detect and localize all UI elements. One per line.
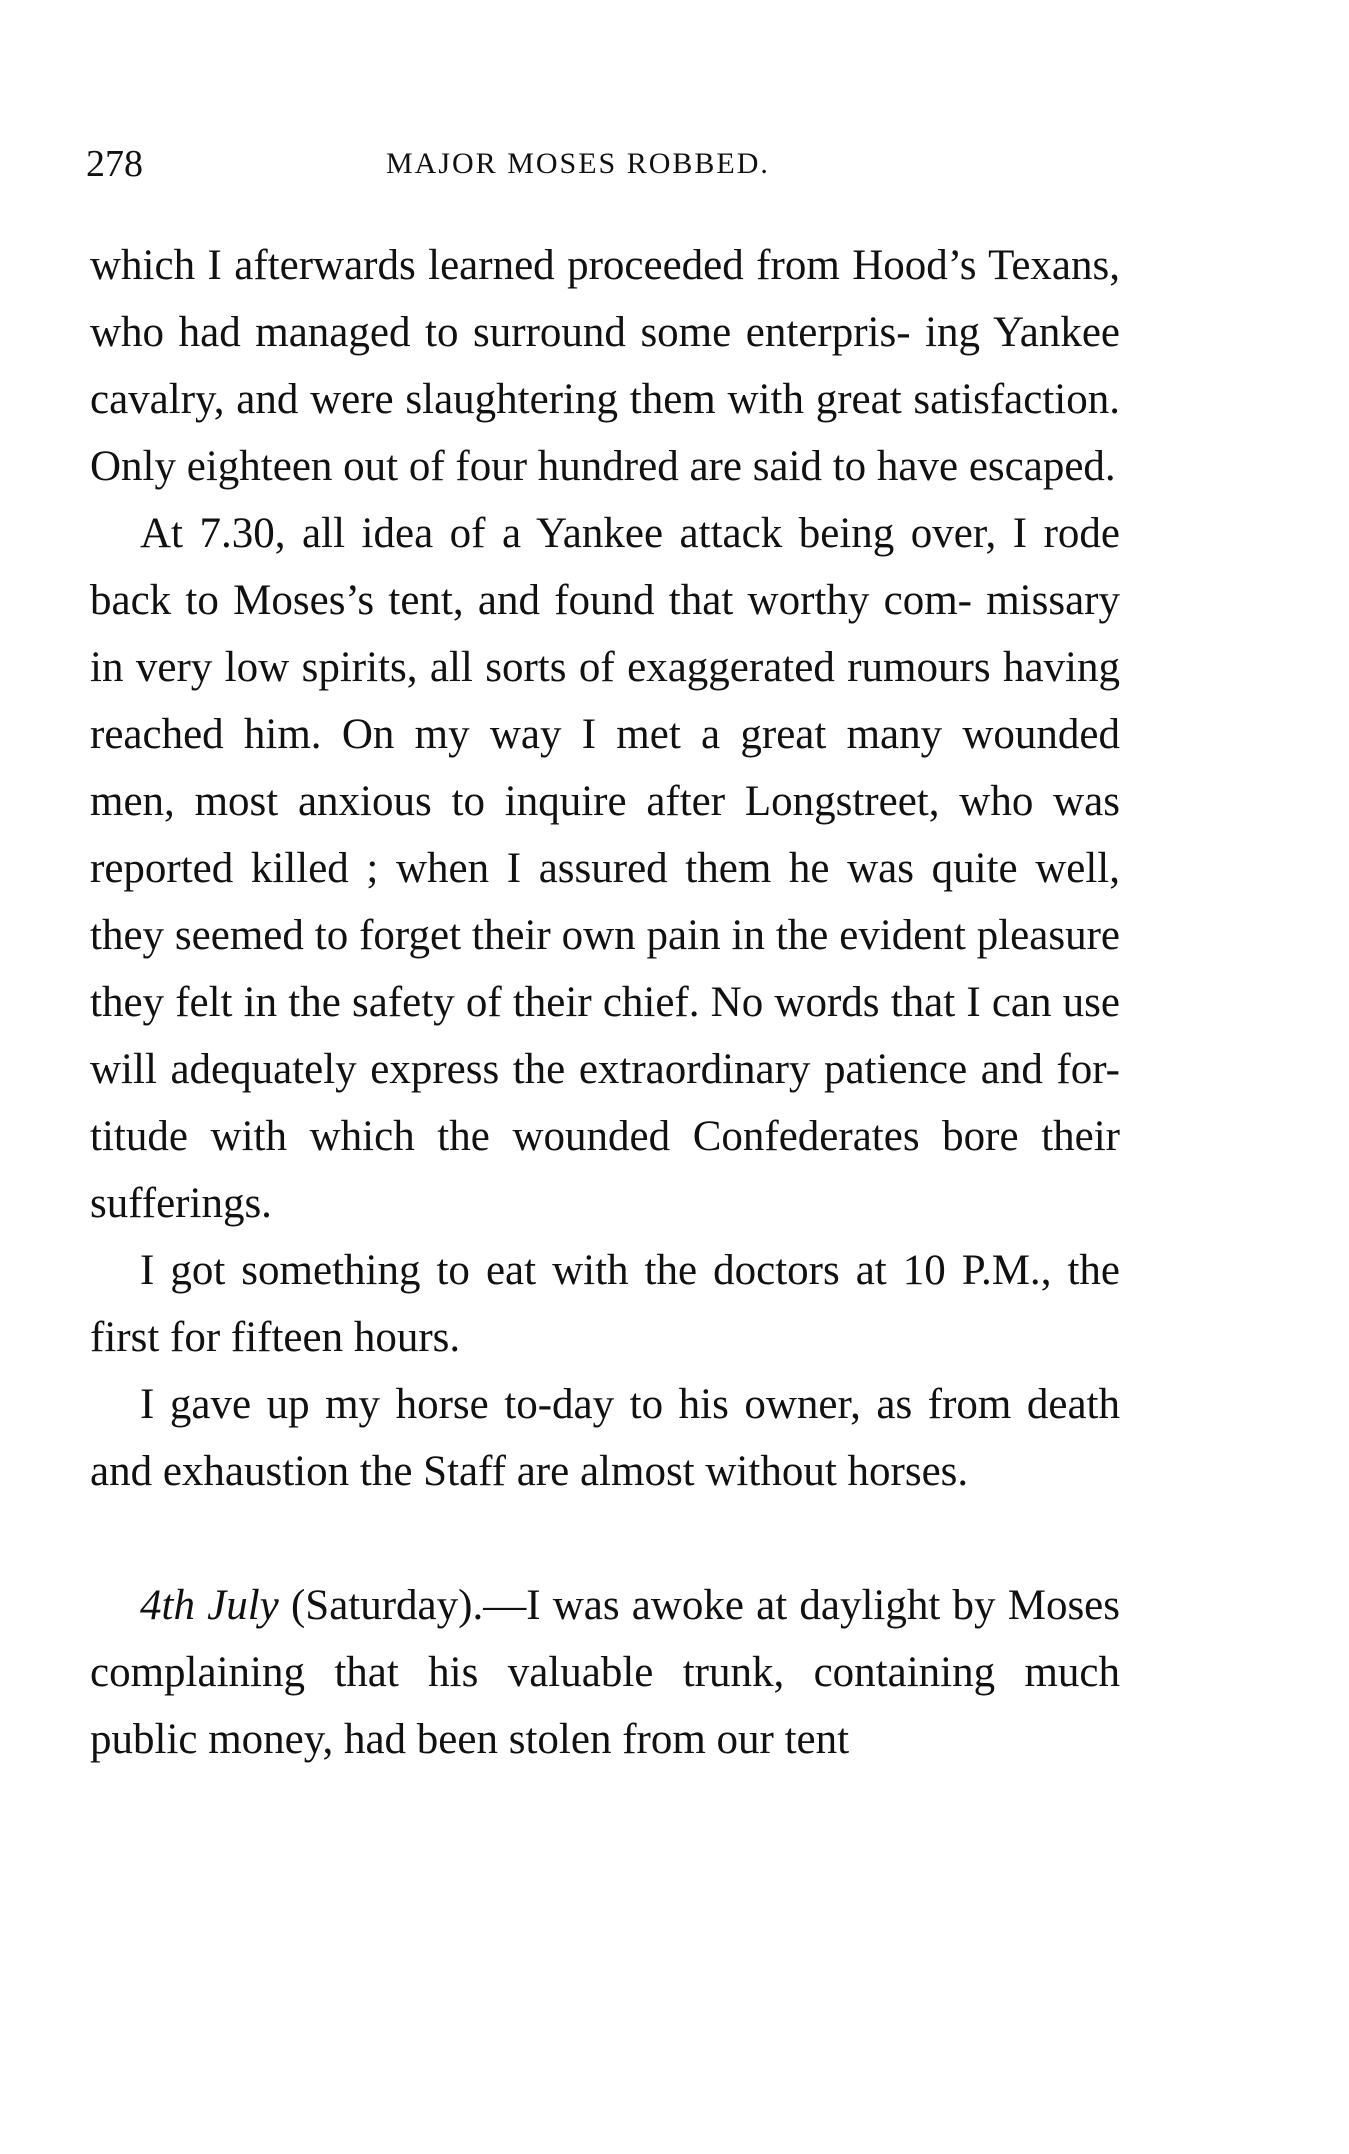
paragraph-3 bbox=[90, 1237, 1120, 1371]
paragraph-1 bbox=[90, 232, 1120, 500]
paragraph-4-text: I gave up my horse to-day to his owner, as from death and exhaustion the Staff are almost without horses. bbox=[90, 1381, 1120, 1495]
paragraph-3-text-after: , the first for fifteen hours. bbox=[90, 1247, 1120, 1361]
date-heading: 4th July bbox=[140, 1582, 279, 1629]
time-abbreviation: P.M. bbox=[961, 1247, 1041, 1294]
page-header bbox=[86, 140, 1126, 188]
page-number: 278 bbox=[86, 143, 143, 185]
paragraph-2-text: At 7.30, all idea of a Yankee attack being over, I rode back to Moses’s tent, and found that worthy com- missary in very low spirits, all sorts of exaggerated rumours having reached him. On my way I met a great many wounded men, most anxious to inquire after Longstreet, who was reported killed ; when I assured them he was quite well, they seemed to forget their own pain in the evident pleasure they felt in the safety of their chief. No words that I can use will adequately express the extraordinary patience and for- titude with which the wounded Confederates bore their sufferings. bbox=[90, 510, 1120, 1227]
paragraph-5-text: (Saturday).—I was awoke at daylight by Moses complaining that his valuable trunk, containing much public money, had been stolen from our tent bbox=[90, 1582, 1120, 1763]
body-text bbox=[90, 232, 1120, 1773]
paragraph-4 bbox=[90, 1371, 1120, 1505]
running-title: MAJOR MOSES ROBBED. bbox=[386, 147, 770, 180]
paragraph-1-text: which I afterwards learned proceeded from Hood’s Texans, who had managed to surround some enterpris- ing Yankee cavalry, and were slaughtering them with great satisfaction. Only eighteen out of four hundred are said to have escaped. bbox=[90, 242, 1120, 490]
paragraph-2 bbox=[90, 500, 1120, 1237]
paragraph-3-text-before: I got something to eat with the doctors at 10 bbox=[140, 1247, 962, 1294]
paragraph-5 bbox=[90, 1572, 1120, 1773]
